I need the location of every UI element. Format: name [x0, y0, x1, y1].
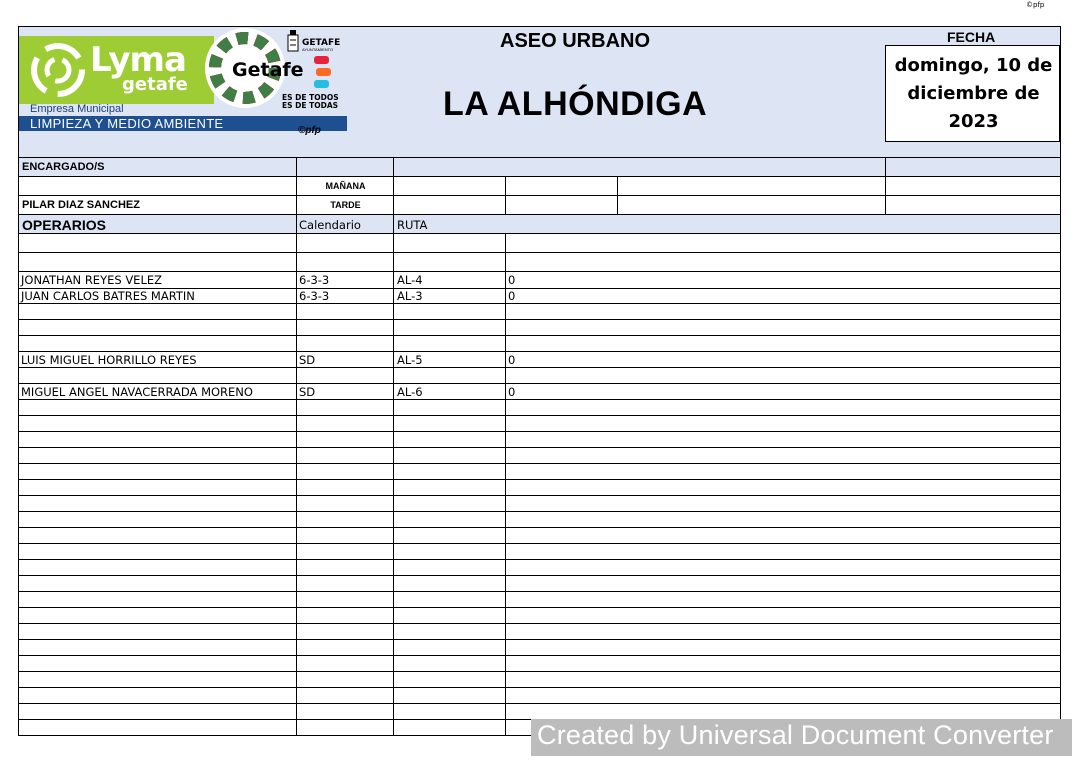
- operario-calendar: SD: [299, 385, 316, 399]
- operario-name: LUIS MIGUEL HORRILLO REYES: [21, 353, 197, 367]
- date-line-2: diciembre de: [907, 83, 1040, 104]
- logo-copyright: ©pfp: [298, 125, 321, 136]
- getafe-city-header: GETAFE: [302, 38, 341, 48]
- operario-calendar: SD: [299, 353, 316, 367]
- shift-morning: MAÑANA: [325, 181, 366, 191]
- corner-copyright: ©pfp: [1026, 1, 1045, 9]
- operario-route: AL-3: [397, 289, 423, 303]
- section-title: ASEO URBANO: [500, 30, 651, 52]
- ayuntamiento-label: AYUNTAMIENTO: [302, 47, 334, 52]
- watermark-text: Created by Universal Document Converter: [537, 720, 1054, 750]
- operarios-title: OPERARIOS: [22, 217, 107, 233]
- sheet-frame: [18, 26, 1061, 736]
- encargado-name: PILAR DIAZ SANCHEZ: [22, 199, 140, 211]
- getafe-wordmark: Getafe: [232, 59, 304, 81]
- operario-name: JONATHAN REYES VELEZ: [21, 273, 163, 287]
- encargado-title: ENCARGADO/S: [22, 161, 105, 173]
- logo-brand: Lyma: [90, 40, 186, 80]
- slogan-line-2: ES DE TODAS: [282, 101, 339, 110]
- col-calendar-header: Calendario: [299, 218, 361, 232]
- operario-route: AL-4: [397, 273, 423, 287]
- operario-value: 0: [508, 353, 516, 367]
- shift-afternoon: TARDE: [330, 200, 361, 210]
- operario-value: 0: [508, 385, 516, 399]
- operario-calendar: 6-3-3: [299, 289, 330, 303]
- date-line-3: 2023: [948, 111, 999, 132]
- col-route-header: RUTA: [397, 218, 428, 232]
- slogan-line-1: ES DE TODOS: [282, 93, 339, 102]
- company-label: Empresa Municipal: [30, 103, 124, 115]
- department-label: LIMPIEZA Y MEDIO AMBIENTE: [30, 116, 224, 131]
- operario-route: AL-5: [397, 353, 423, 367]
- date-label: FECHA: [947, 29, 996, 45]
- operario-value: 0: [508, 273, 516, 287]
- operario-name: JUAN CARLOS BATRES MARTIN: [21, 289, 195, 303]
- date-line-1: domingo, 10 de: [894, 55, 1053, 76]
- operario-value: 0: [508, 289, 516, 303]
- operario-calendar: 6-3-3: [299, 273, 330, 287]
- operario-route: AL-6: [397, 385, 423, 399]
- logo-brand-sub: getafe: [122, 74, 188, 95]
- place-title: LA ALHÓNDIGA: [443, 85, 708, 123]
- operario-name: MIGUEL ANGEL NAVACERRADA MORENO: [21, 385, 253, 399]
